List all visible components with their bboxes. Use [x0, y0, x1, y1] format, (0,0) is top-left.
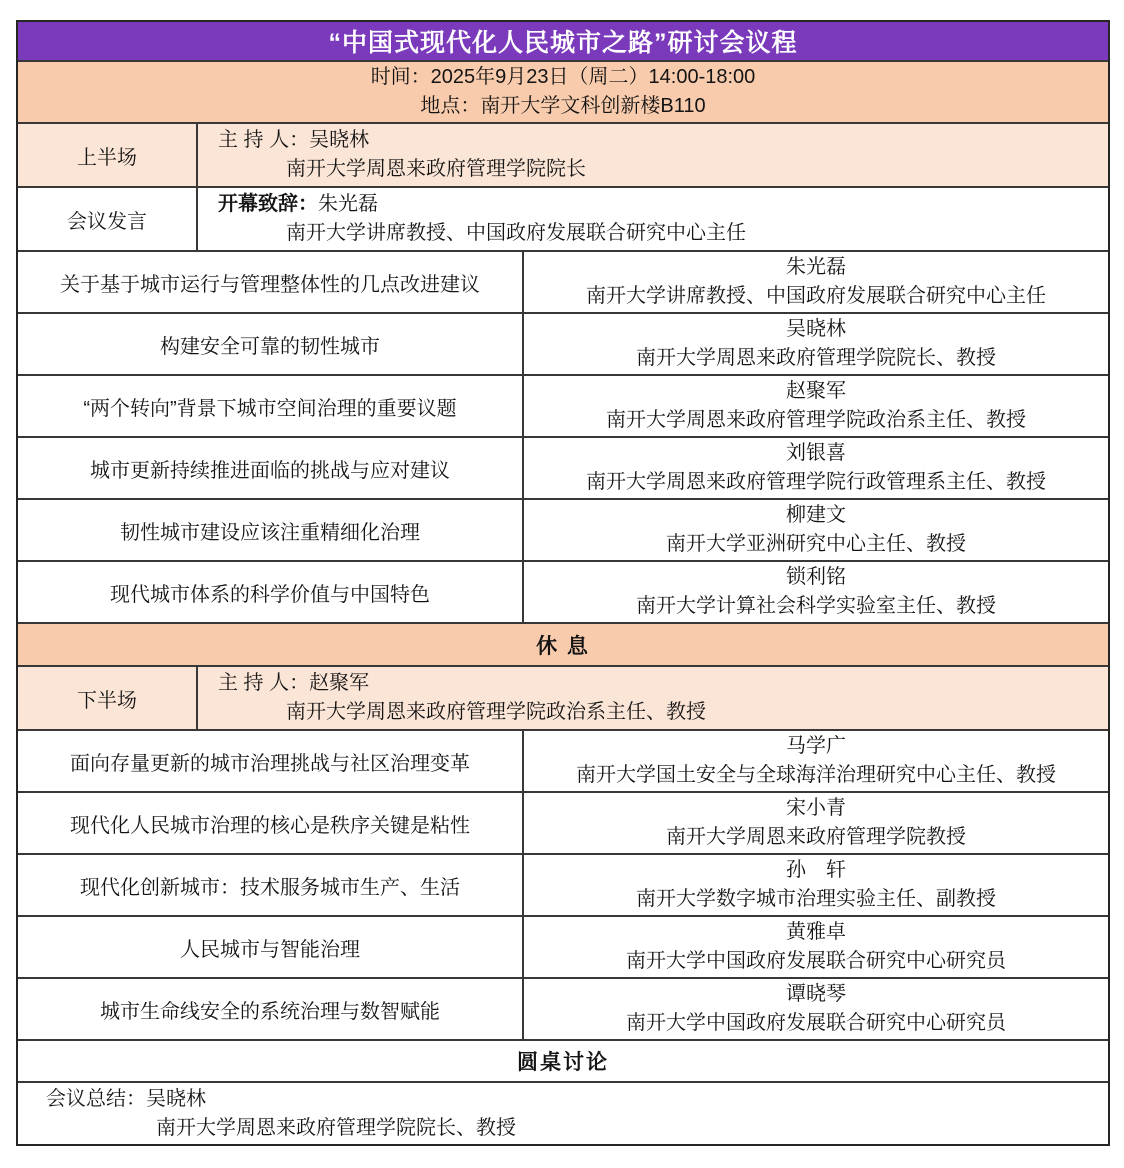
talk-row: [18, 374, 1108, 436]
host-name: 赵聚军: [309, 672, 370, 694]
speaker-name: 黄雅卓: [786, 921, 846, 943]
speaker-affiliation: 南开大学中国政府发展联合研究中心研究员: [626, 1012, 1006, 1034]
talk-speaker-cell: [524, 731, 1108, 791]
talk-topic: 关于基于城市运行与管理整体性的几点改进建议: [18, 252, 524, 312]
talk-row: [18, 791, 1108, 853]
talk-speaker-cell: [524, 979, 1108, 1039]
page-title: “中国式现代化人民城市之路”研讨会议程: [328, 29, 798, 57]
talk-topic: 城市更新持续推进面临的挑战与应对建议: [18, 438, 524, 498]
opening-cell: [198, 188, 1108, 250]
talk-topic: 韧性城市建设应该注重精细化治理: [18, 500, 524, 560]
talk-row: [18, 436, 1108, 498]
talk-row: [18, 560, 1108, 622]
talk-speaker-cell: [524, 855, 1108, 915]
speaker-affiliation: 南开大学周恩来政府管理学院教授: [666, 826, 966, 848]
opening-line: [218, 190, 1108, 219]
speaker-affiliation: 南开大学国土安全与全球海洋治理研究中心主任、教授: [576, 764, 1056, 786]
opening-label: 会议发言: [18, 188, 198, 250]
opening-row: [18, 186, 1108, 250]
talk-row: [18, 312, 1108, 374]
talk-topic: 现代城市体系的科学价值与中国特色: [18, 562, 524, 622]
session2-host-line: [218, 669, 1108, 698]
speaker-affiliation: 南开大学计算社会科学实验室主任、教授: [636, 595, 996, 617]
talk-speaker-cell: [524, 252, 1108, 312]
time-line: 时间：2025年9月23日（周二）14:00-18:00: [370, 66, 756, 88]
speaker-name: 刘银喜: [786, 442, 846, 464]
talk-speaker-cell: [524, 500, 1108, 560]
roundtable-label: 圆桌讨论: [517, 1051, 609, 1074]
summary-name: 吴晓林: [146, 1087, 206, 1110]
meta-cell: [18, 62, 1108, 122]
title-row: [18, 22, 1108, 60]
host-prefix: 主 持 人：: [218, 129, 310, 151]
opening-prefix: 开幕致辞：: [218, 193, 318, 215]
talk-topic: 城市生命线安全的系统治理与数智赋能: [18, 979, 524, 1039]
talk-speaker-cell: [524, 376, 1108, 436]
host-name: 吴晓林: [309, 129, 370, 151]
opening-speaker-affiliation: 南开大学讲席教授、中国政府发展联合研究中心主任: [286, 222, 746, 244]
talk-topic: 构建安全可靠的韧性城市: [18, 314, 524, 374]
speaker-name: 柳建文: [786, 504, 846, 526]
break-label: 休 息: [536, 634, 590, 658]
summary-line: [46, 1085, 1108, 1114]
talk-speaker-cell: [524, 562, 1108, 622]
host-prefix: 主 持 人：: [218, 672, 310, 694]
session1-host-cell: [198, 124, 1108, 186]
speaker-affiliation: 南开大学周恩来政府管理学院政治系主任、教授: [606, 409, 1026, 431]
talk-row: [18, 853, 1108, 915]
speaker-name: 赵聚军: [786, 380, 846, 402]
agenda-table: [16, 20, 1110, 1146]
speaker-name: 马学广: [786, 735, 846, 757]
session2-host-cell: [198, 667, 1108, 729]
talk-speaker-cell: [524, 314, 1108, 374]
talk-topic: 现代化创新城市：技术服务城市生产、生活: [18, 855, 524, 915]
session1-host-affiliation: 南开大学周恩来政府管理学院院长: [286, 158, 586, 180]
speaker-name: 谭晓琴: [786, 983, 846, 1005]
talk-row: [18, 250, 1108, 312]
summary-prefix: 会议总结：: [46, 1087, 146, 1110]
talk-row: [18, 498, 1108, 560]
talk-speaker-cell: [524, 917, 1108, 977]
break-row: [18, 622, 1108, 665]
session2-host-affiliation: 南开大学周恩来政府管理学院政治系主任、教授: [286, 701, 706, 723]
summary-cell: [18, 1083, 1108, 1144]
session2-row: [18, 665, 1108, 729]
speaker-name: 朱光磊: [786, 256, 846, 278]
session1-host-line: [218, 126, 1108, 155]
session2-label: 下半场: [18, 667, 198, 729]
speaker-affiliation: 南开大学数字城市治理实验主任、副教授: [636, 888, 996, 910]
speaker-affiliation: 南开大学周恩来政府管理学院院长、教授: [636, 347, 996, 369]
talk-topic: 人民城市与智能治理: [18, 917, 524, 977]
talk-speaker-cell: [524, 438, 1108, 498]
speaker-name: 吴晓林: [786, 318, 846, 340]
speaker-affiliation: 南开大学讲席教授、中国政府发展联合研究中心主任: [586, 285, 1046, 307]
summary-row: [18, 1081, 1108, 1144]
speaker-name: 孙 轩: [786, 859, 846, 881]
summary-affiliation: 南开大学周恩来政府管理学院院长、教授: [156, 1116, 516, 1139]
talk-topic: “两个转向”背景下城市空间治理的重要议题: [18, 376, 524, 436]
speaker-affiliation: 南开大学亚洲研究中心主任、教授: [666, 533, 966, 555]
opening-speaker: 朱光磊: [318, 193, 378, 215]
roundtable-row: [18, 1039, 1108, 1081]
speaker-affiliation: 南开大学中国政府发展联合研究中心研究员: [626, 950, 1006, 972]
talk-row: [18, 915, 1108, 977]
talk-row: [18, 977, 1108, 1039]
speaker-name: 锁利铭: [786, 566, 846, 588]
talk-row: [18, 729, 1108, 791]
session1-row: [18, 122, 1108, 186]
session1-label: 上半场: [18, 124, 198, 186]
speaker-affiliation: 南开大学周恩来政府管理学院行政管理系主任、教授: [586, 471, 1046, 493]
talk-speaker-cell: [524, 793, 1108, 853]
speaker-name: 宋小青: [786, 797, 846, 819]
meta-row: [18, 60, 1108, 122]
talk-topic: 面向存量更新的城市治理挑战与社区治理变革: [18, 731, 524, 791]
talk-topic: 现代化人民城市治理的核心是秩序关键是粘性: [18, 793, 524, 853]
location-line: 地点：南开大学文科创新楼B110: [420, 95, 706, 117]
